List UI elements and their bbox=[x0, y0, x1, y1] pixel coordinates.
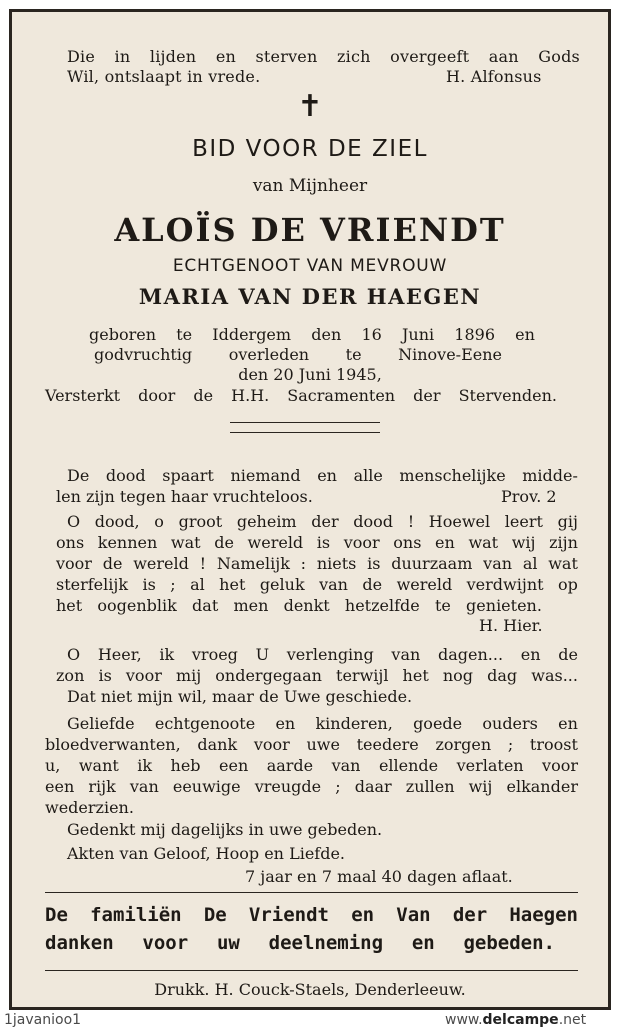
word: voor bbox=[125, 666, 162, 685]
word: U bbox=[255, 645, 270, 664]
word: niemand bbox=[230, 466, 301, 485]
word: verlaten bbox=[456, 756, 524, 775]
word: wereld bbox=[133, 554, 189, 573]
word: is bbox=[367, 554, 381, 573]
printer-credit: Drukk. H. Couck-Staels, Denderleeuw. bbox=[154, 980, 466, 999]
word: lijden bbox=[149, 47, 197, 66]
word: verlenging bbox=[286, 645, 374, 664]
hier-line-3 bbox=[56, 554, 578, 573]
word: O bbox=[67, 645, 81, 664]
word: geboren bbox=[89, 325, 157, 344]
word: de bbox=[362, 575, 383, 594]
word: overleden bbox=[228, 345, 310, 364]
word: te bbox=[176, 325, 193, 344]
word: dood, bbox=[94, 512, 140, 531]
word: en bbox=[520, 645, 541, 664]
word: aarde bbox=[266, 756, 314, 775]
word: Van bbox=[396, 904, 431, 926]
word: want bbox=[78, 756, 119, 775]
epigraph-line-1 bbox=[67, 47, 580, 66]
word: al bbox=[522, 554, 538, 573]
word: Versterkt bbox=[45, 386, 121, 405]
word: Haegen bbox=[509, 904, 578, 926]
hier-line-2 bbox=[56, 533, 578, 552]
word: familiën bbox=[90, 904, 182, 926]
prayer-line-3: Dat niet mijn wil, maar de Uwe geschiede. bbox=[67, 687, 413, 706]
divider-printer bbox=[45, 970, 578, 971]
word: in bbox=[114, 47, 131, 66]
hier-line-5 bbox=[56, 596, 542, 615]
prayer-line-2 bbox=[56, 666, 578, 685]
site-url-suffix: .net bbox=[558, 1012, 587, 1028]
word: wat bbox=[170, 533, 201, 552]
word: deelneming bbox=[268, 932, 384, 954]
word: dagen... bbox=[437, 645, 504, 664]
word: sterven bbox=[255, 47, 318, 66]
word: Stervenden. bbox=[458, 386, 557, 405]
word: dood bbox=[353, 512, 394, 531]
acts-line: Akten van Geloof, Hoop en Liefde. bbox=[67, 844, 345, 863]
site-url bbox=[445, 1012, 586, 1028]
word: Gods bbox=[538, 47, 580, 66]
word: denkt bbox=[283, 596, 330, 615]
hier-line-4 bbox=[56, 575, 578, 594]
word: Hoewel bbox=[428, 512, 491, 531]
spouse-label: ECHTGENOOT VAN MEVROUW bbox=[172, 256, 448, 276]
word: godvruchtig bbox=[94, 345, 193, 364]
word: en bbox=[275, 714, 296, 733]
word: 1896 bbox=[454, 325, 495, 344]
word: van bbox=[331, 756, 361, 775]
word: te bbox=[434, 596, 451, 615]
hier-source: H. Hier. bbox=[479, 616, 543, 635]
word: Sacramenten bbox=[287, 386, 396, 405]
divider-bottom bbox=[230, 432, 380, 433]
word: ik bbox=[159, 645, 175, 664]
word: : bbox=[300, 554, 307, 573]
word: Juni bbox=[401, 325, 435, 344]
word: de bbox=[558, 645, 578, 664]
site-url-prefix: www. bbox=[445, 1012, 483, 1028]
word: de bbox=[193, 386, 214, 405]
word: voor bbox=[142, 932, 189, 954]
uploader-name: 1javanioo1 bbox=[4, 1012, 82, 1028]
word: en bbox=[411, 932, 435, 954]
prayer-line-1 bbox=[67, 645, 578, 664]
word: bloedverwanten, bbox=[45, 735, 181, 754]
word: Iddergem bbox=[212, 325, 292, 344]
word: leert bbox=[504, 512, 543, 531]
word: danken bbox=[45, 932, 114, 954]
word: niets bbox=[316, 554, 357, 573]
epigraph-source: H. Alfonsus bbox=[446, 67, 542, 86]
word: is bbox=[98, 666, 112, 685]
hier-line-1 bbox=[67, 512, 578, 531]
word: is bbox=[142, 575, 156, 594]
remember-line: Gedenkt mij dagelijks in uwe gebeden. bbox=[67, 820, 383, 839]
word: ; bbox=[170, 575, 176, 594]
word: voor bbox=[542, 756, 578, 775]
word: wij bbox=[468, 777, 493, 796]
family-line-1 bbox=[45, 904, 578, 926]
prov-line-2: len zijn tegen haar vruchteloos. bbox=[56, 487, 313, 506]
word: sterfelijk bbox=[56, 575, 129, 594]
word: ; bbox=[507, 735, 514, 754]
farewell-line-4 bbox=[45, 777, 578, 796]
word: den bbox=[311, 325, 342, 344]
word: de bbox=[102, 554, 123, 573]
divider-family bbox=[45, 892, 578, 893]
word: voor bbox=[253, 735, 290, 754]
word: dat bbox=[192, 596, 219, 615]
word: genieten. bbox=[466, 596, 542, 615]
cross-icon: ✝ bbox=[297, 89, 323, 124]
word: wereld bbox=[396, 575, 453, 594]
bio-line-2 bbox=[94, 345, 502, 364]
word: echtgenoote bbox=[154, 714, 256, 733]
word: Die bbox=[67, 47, 96, 66]
word: Namelijk bbox=[216, 554, 290, 573]
word: der bbox=[311, 512, 339, 531]
word: geheim bbox=[236, 512, 297, 531]
word: door bbox=[138, 386, 176, 405]
word: ouders bbox=[482, 714, 538, 733]
word: menschelijke bbox=[399, 466, 506, 485]
word: en bbox=[558, 714, 578, 733]
word: en bbox=[317, 466, 337, 485]
word: midde- bbox=[522, 466, 578, 485]
word: ! bbox=[407, 512, 415, 531]
word: geluk bbox=[259, 575, 305, 594]
word: en bbox=[515, 325, 535, 344]
memorial-card bbox=[11, 11, 609, 1008]
word: ; bbox=[335, 777, 341, 796]
word: wat bbox=[548, 554, 578, 573]
word: Ninove-Eene bbox=[398, 345, 502, 364]
word: ondergegaan bbox=[215, 666, 322, 685]
site-url-brand: delcampe bbox=[482, 1012, 559, 1028]
word: teedere bbox=[356, 735, 419, 754]
word: zich bbox=[337, 47, 371, 66]
word: gebeden. bbox=[463, 932, 555, 954]
word: van bbox=[391, 645, 421, 664]
farewell-line-2 bbox=[45, 735, 578, 754]
word: oogenblik bbox=[97, 596, 177, 615]
word: ons bbox=[393, 533, 422, 552]
word: was... bbox=[531, 666, 578, 685]
word: der bbox=[413, 386, 441, 405]
word: dank bbox=[197, 735, 238, 754]
divider-top bbox=[230, 422, 380, 423]
word: en bbox=[215, 47, 236, 66]
word: zorgen bbox=[435, 735, 492, 754]
deceased-name: ALOÏS DE VRIENDT bbox=[114, 211, 506, 249]
word: van bbox=[483, 554, 513, 573]
farewell-line-1 bbox=[67, 714, 578, 733]
word: zullen bbox=[405, 777, 455, 796]
word: alle bbox=[353, 466, 383, 485]
word: zijn bbox=[549, 533, 578, 552]
word: voor bbox=[343, 533, 380, 552]
bio-line-4 bbox=[45, 386, 557, 405]
farewell-line-3 bbox=[45, 756, 578, 775]
word: spaart bbox=[162, 466, 214, 485]
word: troost bbox=[529, 735, 578, 754]
word: aan bbox=[488, 47, 519, 66]
word: daar bbox=[354, 777, 392, 796]
word: De bbox=[67, 466, 90, 485]
word: kennen bbox=[97, 533, 158, 552]
word: van bbox=[129, 777, 159, 796]
prov-line-1 bbox=[67, 466, 578, 485]
word: Geliefde bbox=[67, 714, 135, 733]
word: uwe bbox=[306, 735, 340, 754]
word: en bbox=[435, 533, 455, 552]
word: gij bbox=[557, 512, 578, 531]
word: ons bbox=[56, 533, 85, 552]
word: dood bbox=[105, 466, 146, 485]
word: te bbox=[345, 345, 362, 364]
word: H.H. bbox=[231, 386, 270, 405]
word: overgeeft bbox=[390, 47, 470, 66]
word: elkander bbox=[506, 777, 578, 796]
word: eeuwige bbox=[172, 777, 241, 796]
word: vreugde bbox=[254, 777, 322, 796]
word: ! bbox=[199, 554, 207, 573]
word: wereld bbox=[247, 533, 304, 552]
word: het bbox=[56, 596, 83, 615]
word: een bbox=[219, 756, 249, 775]
bio-line-3: den 20 Juni 1945, bbox=[238, 365, 382, 384]
word: duurzaam bbox=[391, 554, 473, 573]
word: op bbox=[557, 575, 578, 594]
word: De bbox=[203, 904, 227, 926]
word: mij bbox=[175, 666, 202, 685]
word: en bbox=[351, 904, 375, 926]
word: Heer, bbox=[97, 645, 142, 664]
word: der bbox=[452, 904, 488, 926]
word: u, bbox=[45, 756, 61, 775]
word: voor bbox=[56, 554, 92, 573]
word: 16 bbox=[361, 325, 382, 344]
word: kinderen, bbox=[315, 714, 393, 733]
word: ik bbox=[137, 756, 153, 775]
bio-line-1 bbox=[89, 325, 535, 344]
word: De bbox=[45, 904, 68, 926]
word: O bbox=[67, 512, 81, 531]
prov-source: Prov. 2 bbox=[501, 487, 557, 506]
word: hetzelfde bbox=[344, 596, 420, 615]
word: vroeg bbox=[191, 645, 238, 664]
spouse-name: MARIA VAN DER HAEGEN bbox=[138, 284, 482, 309]
indulgence-line: 7 jaar en 7 maal 40 dagen aflaat. bbox=[245, 867, 513, 886]
word: wij bbox=[511, 533, 536, 552]
word: terwijl bbox=[336, 666, 389, 685]
word: Vriendt bbox=[248, 904, 329, 926]
word: heb bbox=[170, 756, 201, 775]
word: is bbox=[316, 533, 331, 552]
word: het bbox=[219, 575, 246, 594]
word: uw bbox=[216, 932, 240, 954]
word: zon bbox=[56, 666, 85, 685]
word: men bbox=[233, 596, 269, 615]
word: groot bbox=[178, 512, 223, 531]
word: goede bbox=[413, 714, 463, 733]
word: van bbox=[319, 575, 348, 594]
word: nog bbox=[442, 666, 474, 685]
family-line-2 bbox=[45, 932, 555, 954]
word: de bbox=[214, 533, 234, 552]
word: al bbox=[190, 575, 205, 594]
word: wat bbox=[468, 533, 499, 552]
of-sir: van Mijnheer bbox=[252, 176, 368, 196]
word: o bbox=[154, 512, 164, 531]
word: rijk bbox=[88, 777, 116, 796]
heading: BID VOOR DE ZIEL bbox=[192, 136, 428, 162]
word: dag bbox=[487, 666, 518, 685]
word: ellende bbox=[378, 756, 439, 775]
word: een bbox=[45, 777, 75, 796]
farewell-line-5: wederzien. bbox=[45, 798, 134, 817]
word: het bbox=[402, 666, 429, 685]
word: verdwijnt bbox=[466, 575, 544, 594]
epigraph-line-2: Wil, ontslaapt in vrede. bbox=[67, 67, 261, 86]
